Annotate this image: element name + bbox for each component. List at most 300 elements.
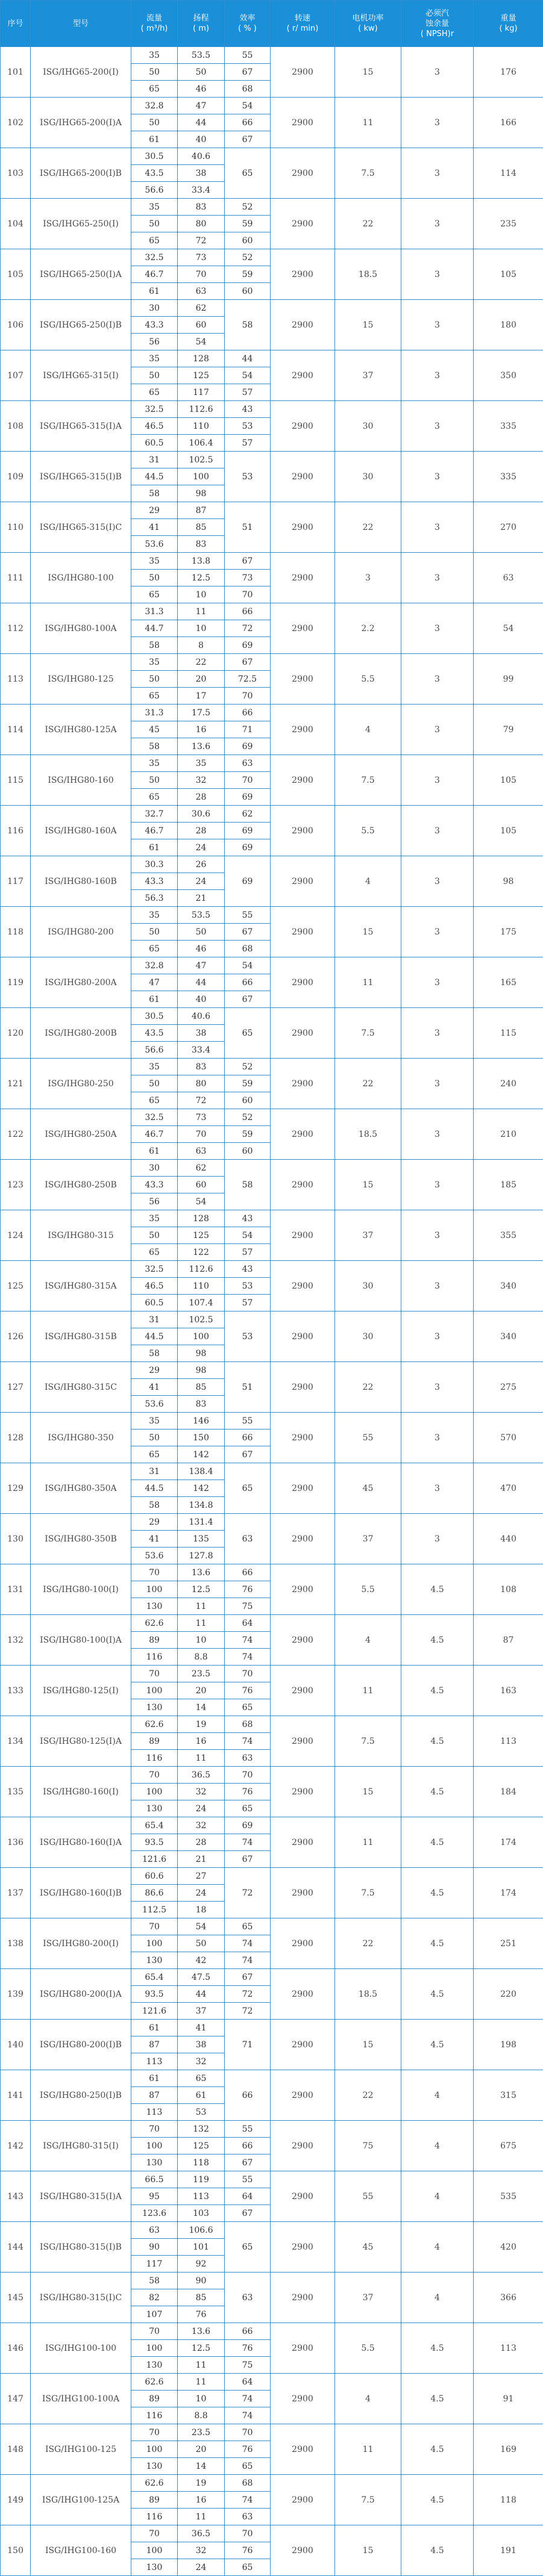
- row-flow: 82: [131, 2289, 178, 2306]
- row-model: ISG/IHG80-315(I)C: [31, 2273, 131, 2323]
- row-power: 18.5: [335, 1969, 401, 2020]
- row-flow: 63: [131, 2222, 178, 2239]
- row-npsh: 4.5: [401, 1615, 474, 1666]
- table-row: [1, 856, 543, 873]
- row-head: 40.6: [178, 1008, 225, 1025]
- row-flow: 121.6: [131, 2003, 178, 2020]
- row-head: 20: [178, 2441, 225, 2458]
- row-flow: 70: [131, 1767, 178, 1784]
- row-flow: 56.6: [131, 1042, 178, 1059]
- row-npsh: 3: [401, 1008, 474, 1059]
- row-speed: 2900: [271, 1261, 335, 1311]
- row-flow: 100: [131, 1581, 178, 1598]
- row-seq: 117: [1, 856, 31, 907]
- row-head: 44: [178, 1986, 225, 2003]
- table-row: [1, 1059, 543, 1075]
- row-head: 47: [178, 98, 225, 114]
- row-seq: 142: [1, 2121, 31, 2171]
- row-flow: 35: [131, 350, 178, 367]
- row-power: 15: [335, 907, 401, 957]
- row-npsh: 4.5: [401, 2374, 474, 2424]
- header-npsh: 必须汽 蚀余量 ( NPSH)r: [401, 1, 474, 47]
- row-flow: 35: [131, 1210, 178, 1227]
- row-head: 10: [178, 620, 225, 637]
- row-efficiency: 60: [225, 283, 271, 300]
- row-flow: 89: [131, 1632, 178, 1649]
- row-model: ISG/IHG65-250(I)B: [31, 300, 131, 350]
- row-weight: 570: [474, 1413, 543, 1463]
- row-speed: 2900: [271, 1564, 335, 1615]
- row-head: 10: [178, 1632, 225, 1649]
- table-row: [1, 502, 543, 519]
- row-head: 106.6: [178, 2222, 225, 2239]
- table-row: [1, 1615, 543, 1632]
- row-efficiency: 67: [225, 64, 271, 81]
- row-efficiency: 53: [225, 1311, 271, 1362]
- row-speed: 2900: [271, 1008, 335, 1059]
- row-flow: 53.6: [131, 1396, 178, 1413]
- row-npsh: 3: [401, 148, 474, 199]
- row-efficiency: 74: [225, 1632, 271, 1649]
- row-head: 142: [178, 1446, 225, 1463]
- table-body: [1, 47, 543, 2576]
- header-power: 电机功率 ( kw): [335, 1, 401, 47]
- row-head: 63: [178, 1143, 225, 1160]
- row-head: 13.6: [178, 2323, 225, 2340]
- row-power: 4: [335, 1615, 401, 1666]
- table-row: [1, 249, 543, 266]
- row-flow: 112.5: [131, 1902, 178, 1918]
- row-flow: 32.8: [131, 957, 178, 974]
- row-power: 7.5: [335, 148, 401, 199]
- row-weight: 210: [474, 1109, 543, 1160]
- row-speed: 2900: [271, 1311, 335, 1362]
- row-speed: 2900: [271, 502, 335, 553]
- row-flow: 95: [131, 2188, 178, 2205]
- row-seq: 143: [1, 2171, 31, 2222]
- row-model: ISG/IHG80-200(I)A: [31, 1969, 131, 2020]
- row-npsh: 3: [401, 1413, 474, 1463]
- row-weight: 251: [474, 1918, 543, 1969]
- row-efficiency: 65: [225, 2559, 271, 2576]
- row-seq: 112: [1, 603, 31, 654]
- row-efficiency: 65: [225, 1918, 271, 1935]
- row-speed: 2900: [271, 350, 335, 401]
- row-power: 15: [335, 2525, 401, 2576]
- row-npsh: 3: [401, 1261, 474, 1311]
- row-flow: 65: [131, 1446, 178, 1463]
- row-weight: 113: [474, 1716, 543, 1767]
- row-power: 22: [335, 199, 401, 249]
- row-flow: 65: [131, 1244, 178, 1261]
- row-speed: 2900: [271, 1918, 335, 1969]
- row-efficiency: 72.5: [225, 671, 271, 688]
- row-flow: 30.5: [131, 1008, 178, 1025]
- row-flow: 100: [131, 2441, 178, 2458]
- row-npsh: 4.5: [401, 1716, 474, 1767]
- row-flow: 31.3: [131, 705, 178, 721]
- row-power: 18.5: [335, 1109, 401, 1160]
- row-flow: 100: [131, 1682, 178, 1699]
- row-weight: 335: [474, 401, 543, 452]
- row-speed: 2900: [271, 2020, 335, 2070]
- row-weight: 440: [474, 1514, 543, 1564]
- row-head: 14: [178, 1699, 225, 1716]
- row-model: ISG/IHG100-100A: [31, 2374, 131, 2424]
- header-flow: 流量 ( m³/h): [131, 1, 178, 47]
- row-power: 11: [335, 98, 401, 148]
- row-weight: 185: [474, 1160, 543, 1210]
- row-model: ISG/IHG80-315(I)A: [31, 2171, 131, 2222]
- row-weight: 98: [474, 856, 543, 907]
- header-model: 型号: [31, 1, 131, 47]
- row-head: 119: [178, 2171, 225, 2188]
- row-efficiency: 76: [225, 2441, 271, 2458]
- row-seq: 101: [1, 47, 31, 98]
- row-efficiency: 75: [225, 1598, 271, 1615]
- row-speed: 2900: [271, 1059, 335, 1109]
- row-npsh: 4: [401, 2070, 474, 2121]
- table-row: [1, 755, 543, 772]
- table-row: [1, 1666, 543, 1682]
- row-head: 18: [178, 1902, 225, 1918]
- row-seq: 111: [1, 553, 31, 603]
- row-flow: 61: [131, 131, 178, 148]
- row-weight: 87: [474, 1615, 543, 1666]
- row-power: 3: [335, 553, 401, 603]
- row-power: 37: [335, 2273, 401, 2323]
- row-efficiency: 65: [225, 1463, 271, 1514]
- row-weight: 270: [474, 502, 543, 553]
- row-npsh: 3: [401, 1311, 474, 1362]
- row-head: 35: [178, 755, 225, 772]
- row-flow: 44.5: [131, 1328, 178, 1345]
- row-power: 22: [335, 2070, 401, 2121]
- row-efficiency: 63: [225, 755, 271, 772]
- row-flow: 50: [131, 671, 178, 688]
- row-head: 98: [178, 1345, 225, 1362]
- row-model: ISG/IHG80-315(I): [31, 2121, 131, 2171]
- row-weight: 105: [474, 755, 543, 806]
- row-head: 32: [178, 2542, 225, 2559]
- row-speed: 2900: [271, 1160, 335, 1210]
- row-efficiency: 51: [225, 502, 271, 553]
- row-weight: 535: [474, 2171, 543, 2222]
- row-head: 47: [178, 957, 225, 974]
- row-seq: 135: [1, 1767, 31, 1817]
- row-flow: 87: [131, 2087, 178, 2104]
- row-head: 122: [178, 1244, 225, 1261]
- row-npsh: 4.5: [401, 2323, 474, 2374]
- row-efficiency: 70: [225, 586, 271, 603]
- row-flow: 89: [131, 1733, 178, 1750]
- row-flow: 61: [131, 1143, 178, 1160]
- row-head: 125: [178, 1227, 225, 1244]
- row-flow: 47: [131, 974, 178, 991]
- row-seq: 109: [1, 452, 31, 502]
- row-speed: 2900: [271, 1666, 335, 1716]
- row-model: ISG/IHG65-315(I)A: [31, 401, 131, 452]
- row-flow: 70: [131, 2121, 178, 2138]
- row-flow: 31: [131, 1463, 178, 1480]
- row-power: 2.2: [335, 603, 401, 654]
- row-power: 22: [335, 1362, 401, 1413]
- row-efficiency: 66: [225, 603, 271, 620]
- row-head: 125: [178, 367, 225, 384]
- row-head: 65: [178, 2070, 225, 2087]
- row-weight: 675: [474, 2121, 543, 2171]
- row-efficiency: 64: [225, 2374, 271, 2391]
- row-head: 118: [178, 2154, 225, 2171]
- row-efficiency: 66: [225, 2138, 271, 2154]
- row-head: 112.6: [178, 1261, 225, 1278]
- row-flow: 130: [131, 1598, 178, 1615]
- row-head: 22: [178, 654, 225, 671]
- row-model: ISG/IHG80-250: [31, 1059, 131, 1109]
- row-flow: 45: [131, 721, 178, 738]
- row-model: ISG/IHG80-160A: [31, 806, 131, 856]
- row-head: 53: [178, 2104, 225, 2121]
- table-row: [1, 1109, 543, 1126]
- row-flow: 46.7: [131, 266, 178, 283]
- row-head: 13.6: [178, 738, 225, 755]
- row-efficiency: 70: [225, 688, 271, 705]
- row-speed: 2900: [271, 2424, 335, 2475]
- row-efficiency: 55: [225, 907, 271, 924]
- row-seq: 124: [1, 1210, 31, 1261]
- row-efficiency: 67: [225, 2205, 271, 2222]
- row-head: 11: [178, 2357, 225, 2374]
- row-npsh: 3: [401, 1109, 474, 1160]
- row-flow: 35: [131, 1059, 178, 1075]
- row-head: 20: [178, 671, 225, 688]
- row-power: 15: [335, 2020, 401, 2070]
- row-head: 135: [178, 1531, 225, 1548]
- table-row: [1, 401, 543, 418]
- row-head: 146: [178, 1413, 225, 1430]
- row-flow: 70: [131, 1666, 178, 1682]
- row-head: 73: [178, 1109, 225, 1126]
- row-seq: 106: [1, 300, 31, 350]
- row-seq: 126: [1, 1311, 31, 1362]
- row-model: ISG/IHG80-200A: [31, 957, 131, 1008]
- row-npsh: 3: [401, 603, 474, 654]
- table-row: [1, 1918, 543, 1935]
- row-head: 76: [178, 2306, 225, 2323]
- row-seq: 105: [1, 249, 31, 300]
- row-weight: 63: [474, 553, 543, 603]
- row-flow: 35: [131, 755, 178, 772]
- row-head: 21: [178, 1851, 225, 1868]
- row-npsh: 3: [401, 1463, 474, 1514]
- table-row: [1, 199, 543, 216]
- row-power: 15: [335, 1160, 401, 1210]
- row-efficiency: 65: [225, 1800, 271, 1817]
- row-npsh: 3: [401, 350, 474, 401]
- row-head: 92: [178, 2256, 225, 2273]
- row-power: 15: [335, 47, 401, 98]
- row-weight: 105: [474, 806, 543, 856]
- row-power: 11: [335, 2424, 401, 2475]
- row-efficiency: 69: [225, 789, 271, 806]
- row-head: 113: [178, 2188, 225, 2205]
- row-model: ISG/IHG80-250A: [31, 1109, 131, 1160]
- row-efficiency: 68: [225, 2475, 271, 2492]
- table-row: [1, 1767, 543, 1784]
- row-npsh: 3: [401, 654, 474, 705]
- row-weight: 163: [474, 1666, 543, 1716]
- row-efficiency: 66: [225, 974, 271, 991]
- row-speed: 2900: [271, 1767, 335, 1817]
- row-flow: 50: [131, 216, 178, 232]
- row-model: ISG/IHG80-350A: [31, 1463, 131, 1514]
- row-model: ISG/IHG80-250(I)B: [31, 2070, 131, 2121]
- row-flow: 113: [131, 2104, 178, 2121]
- table-row: [1, 654, 543, 671]
- row-power: 15: [335, 1767, 401, 1817]
- row-flow: 93.5: [131, 1834, 178, 1851]
- row-power: 4: [335, 856, 401, 907]
- row-flow: 100: [131, 2138, 178, 2154]
- row-npsh: 3: [401, 452, 474, 502]
- row-head: 17: [178, 688, 225, 705]
- row-flow: 41: [131, 1379, 178, 1396]
- row-weight: 169: [474, 2424, 543, 2475]
- row-efficiency: 70: [225, 2424, 271, 2441]
- row-head: 12.5: [178, 2340, 225, 2357]
- row-npsh: 4.5: [401, 1969, 474, 2020]
- row-head: 83: [178, 536, 225, 553]
- row-seq: 147: [1, 2374, 31, 2424]
- row-efficiency: 74: [225, 1935, 271, 1952]
- row-npsh: 3: [401, 755, 474, 806]
- row-flow: 116: [131, 1649, 178, 1666]
- table-row: [1, 1817, 543, 1834]
- row-model: ISG/IHG80-125(I)A: [31, 1716, 131, 1767]
- row-seq: 144: [1, 2222, 31, 2273]
- row-efficiency: 68: [225, 1716, 271, 1733]
- table-row: [1, 603, 543, 620]
- row-weight: 165: [474, 957, 543, 1008]
- row-efficiency: 67: [225, 1851, 271, 1868]
- row-speed: 2900: [271, 957, 335, 1008]
- row-speed: 2900: [271, 1716, 335, 1767]
- row-seq: 140: [1, 2020, 31, 2070]
- row-flow: 70: [131, 2424, 178, 2441]
- row-flow: 116: [131, 1750, 178, 1767]
- table-row: [1, 2273, 543, 2289]
- row-efficiency: 62: [225, 806, 271, 823]
- row-power: 30: [335, 1261, 401, 1311]
- row-flow: 130: [131, 2559, 178, 2576]
- row-model: ISG/IHG100-125: [31, 2424, 131, 2475]
- row-speed: 2900: [271, 856, 335, 907]
- table-row: [1, 2475, 543, 2492]
- row-model: ISG/IHG80-100(I)A: [31, 1615, 131, 1666]
- row-head: 70: [178, 266, 225, 283]
- row-flow: 65: [131, 688, 178, 705]
- row-model: ISG/IHG80-315(I)B: [31, 2222, 131, 2273]
- row-flow: 32.8: [131, 98, 178, 114]
- row-flow: 60.6: [131, 1868, 178, 1885]
- row-head: 80: [178, 1075, 225, 1092]
- row-efficiency: 54: [225, 1227, 271, 1244]
- row-efficiency: 52: [225, 1109, 271, 1126]
- row-head: 17.5: [178, 705, 225, 721]
- row-speed: 2900: [271, 806, 335, 856]
- row-efficiency: 74: [225, 1952, 271, 1969]
- table-row: [1, 2323, 543, 2340]
- row-npsh: 3: [401, 249, 474, 300]
- row-efficiency: 74: [225, 1733, 271, 1750]
- row-power: 11: [335, 1666, 401, 1716]
- row-flow: 56: [131, 334, 178, 350]
- row-head: 10: [178, 2391, 225, 2407]
- row-head: 70: [178, 1126, 225, 1143]
- row-speed: 2900: [271, 755, 335, 806]
- row-flow: 56.6: [131, 182, 178, 199]
- row-flow: 58: [131, 2273, 178, 2289]
- row-power: 55: [335, 2171, 401, 2222]
- row-flow: 130: [131, 2357, 178, 2374]
- row-efficiency: 53: [225, 452, 271, 502]
- row-head: 11: [178, 1615, 225, 1632]
- row-flow: 35: [131, 1413, 178, 1430]
- row-efficiency: 54: [225, 957, 271, 974]
- row-efficiency: 72: [225, 620, 271, 637]
- row-seq: 128: [1, 1413, 31, 1463]
- row-head: 110: [178, 418, 225, 435]
- row-head: 24: [178, 873, 225, 890]
- row-head: 50: [178, 924, 225, 941]
- row-flow: 43.5: [131, 1025, 178, 1042]
- row-head: 23.5: [178, 1666, 225, 1682]
- row-weight: 335: [474, 452, 543, 502]
- row-efficiency: 69: [225, 823, 271, 839]
- row-head: 85: [178, 1379, 225, 1396]
- row-power: 7.5: [335, 1716, 401, 1767]
- row-head: 19: [178, 2475, 225, 2492]
- row-efficiency: 55: [225, 1413, 271, 1430]
- row-weight: 191: [474, 2525, 543, 2576]
- row-flow: 50: [131, 114, 178, 131]
- row-efficiency: 67: [225, 131, 271, 148]
- row-seq: 123: [1, 1160, 31, 1210]
- row-seq: 103: [1, 148, 31, 199]
- row-head: 117: [178, 384, 225, 401]
- row-head: 127.8: [178, 1548, 225, 1564]
- row-seq: 145: [1, 2273, 31, 2323]
- row-flow: 41: [131, 1531, 178, 1548]
- row-seq: 131: [1, 1564, 31, 1615]
- table-row: [1, 1716, 543, 1733]
- row-flow: 65: [131, 1092, 178, 1109]
- row-speed: 2900: [271, 199, 335, 249]
- row-efficiency: 76: [225, 1682, 271, 1699]
- table-row: [1, 1514, 543, 1531]
- row-efficiency: 66: [225, 2323, 271, 2340]
- table-row: [1, 2424, 543, 2441]
- row-efficiency: 67: [225, 2154, 271, 2171]
- row-speed: 2900: [271, 553, 335, 603]
- row-efficiency: 65: [225, 2458, 271, 2475]
- row-speed: 2900: [271, 907, 335, 957]
- row-speed: 2900: [271, 2121, 335, 2171]
- row-weight: 240: [474, 1059, 543, 1109]
- row-head: 13.8: [178, 553, 225, 570]
- row-flow: 89: [131, 2492, 178, 2509]
- row-power: 4: [335, 705, 401, 755]
